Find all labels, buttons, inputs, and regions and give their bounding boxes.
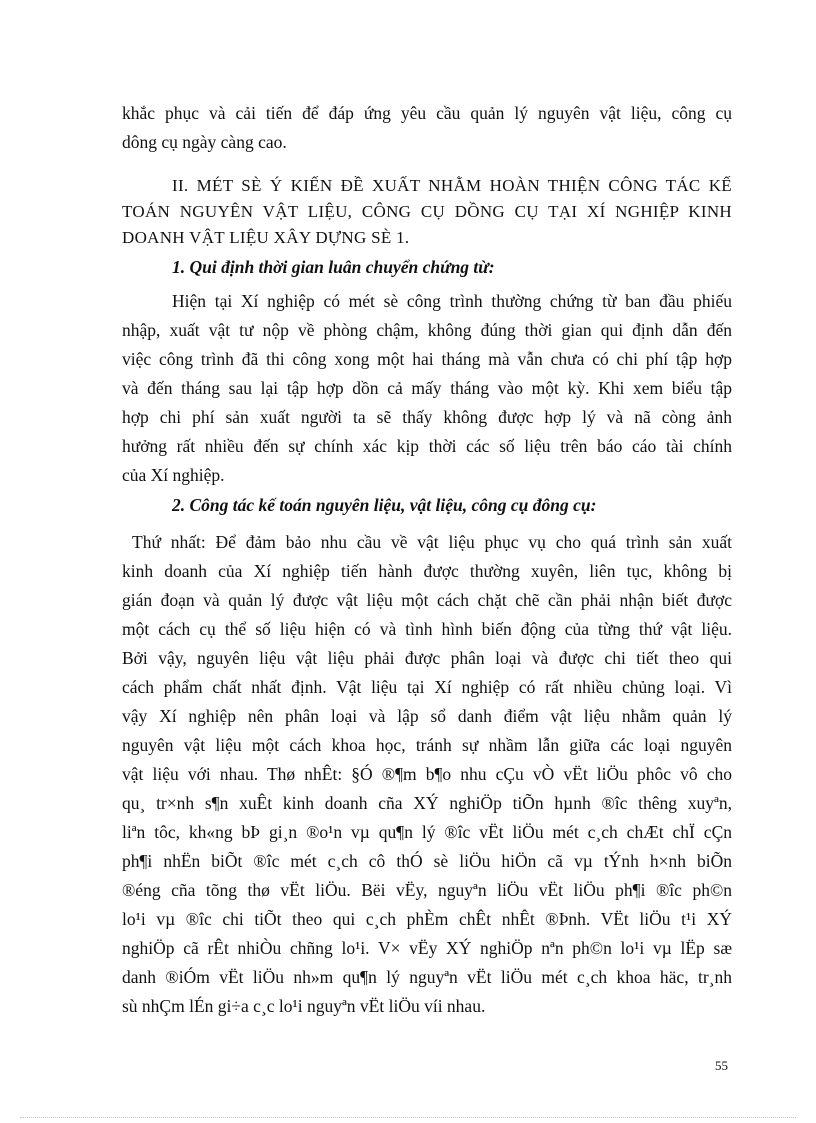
text-line: danh ®iÓm vËt liÖu nh»m qu¶n lý nguyªn vËt liÖu mét c¸ch khoa häc, tr¸nh [122,967,732,987]
text-line: vậy Xí nghiệp nên phân loại và lập sổ danh điểm vật liệu nhằm quản lý [122,706,732,726]
text-line: nguyên vật liệu một cách khoa học, tránh sự nhầm lẫn giữa các loại nguyên [122,735,732,755]
text-line: sù nhÇm lÉn gi÷a c¸c lo¹i nguyªn vËt liÖu víi nhau. [122,996,486,1016]
heading-line: TOÁN NGUYÊN VẬT LIỆU, CÔNG CỤ DỒNG CỤ TẠI XÍ NGHIỆP KINH [122,202,732,221]
text-line: kinh doanh của Xí nghiệp tiến hành được thường xuyên, liên tục, không bị [122,561,732,581]
text-line: lo¹i vµ ®îc chi tiÕt theo qui c¸ch phÈm chÊt nhÊt ®Þnh. VËt liÖu t¹i XÝ [122,909,732,929]
page-bottom-divider [20,1117,796,1118]
text-line: nghiÖp cã rÊt nhiÒu chñng lo¹i. V× vËy XÝ nghiÖp nªn ph©n lo¹i vµ lËp sæ [122,938,732,958]
text-line: ®éng cña tõng thø vËt liÖu. Bëi vËy, nguyªn liÖu vËt liÖu ph¶i ®îc ph©n [122,880,732,900]
subsection-body [122,287,732,490]
text-line: ph¶i nhËn biÕt ®îc mét c¸ch cô thÓ sè liÖu hiÖn cã vµ tÝnh h×nh biÕn [122,851,732,871]
text-line: vật liệu với nhau. Thø nhÊt: §Ó ®¶m b¶o nhu cÇu vÒ vËt liÖu phôc vô cho [122,764,732,784]
text-line: dông cụ ngày càng cao. [122,132,287,152]
text-line: Bởi vậy, nguyên liệu vật liệu phải được phân loại và được chi tiết theo qui [122,648,732,668]
text-line: một cách cụ thể số liệu hiện có và tình hình biến động của từng thứ vật liệu. [122,619,732,639]
text-line: Thứ nhất: Để đảm bảo nhu cầu về vật liệu phục vụ cho quá trình sản xuất [132,532,732,552]
text-line: của Xí nghiệp. [122,465,225,485]
text-line: qu¸ tr×nh s¶n xuÊt kinh doanh cña XÝ nghiÖp tiÕn hµnh ®îc thêng xuyªn, [122,793,732,813]
text-line: Hiện tại Xí nghiệp có mét sè công trình thường chứng từ ban đầu phiếu [172,291,732,311]
subsection-body [122,528,732,1021]
subsection-title: 2. Công tác kế toán nguyên liệu, vật liệu, công cụ đông cụ: [172,495,597,515]
heading-line: II. MÉT SÈ Ý KIẾN ĐỀ XUẤT NHẰM HOÀN THIỆN CÔNG TÁC KẾ [172,176,732,195]
text-line: liªn tôc, kh«ng bÞ gi¸n ®o¹n vµ qu¶n lý ®îc vËt liÖu mét c¸ch chÆt chÏ cÇn [122,822,732,842]
section-heading [122,173,732,251]
heading-line: DOANH VẬT LIỆU XÂY DỰNG SÈ 1. [122,228,410,247]
subsection-title: 1. Qui định thời gian luân chuyển chứng từ: [172,257,495,277]
text-line: và đến tháng sau lại tập hợp dồn cả mấy tháng vào một kỳ. Khi xem biểu tập [122,378,732,398]
text-line: gián đoạn và quản lý được vật liệu một cách chặt chẽ cần phải nhận biết được [122,590,732,610]
text-line: hưởng rất nhiều đến sự chính xác kịp thời các số liệu trên báo cáo tài chính [122,436,732,456]
text-line: hợp chi phí sản xuất người ta sẽ thấy không được hợp lý và nã còng ảnh [122,407,732,427]
text-line: nhập, xuất vật tư nộp về phòng chậm, không đúng thời gian qui định dẫn đến [122,320,732,340]
text-line: khắc phục và cải tiến để đáp ứng yêu cầu quản lý nguyên vật liệu, công cụ [122,103,732,123]
text-line: cách phẩm chất nhất định. Vật liệu tại Xí nghiệp có rất nhiều chủng loại. Vì [122,677,732,697]
page-number: 55 [715,1058,728,1073]
text-line: việc công trình đã thi công xong một hai tháng mà vẫn chưa có chi phí tập hợp [122,349,732,369]
intro-paragraph [122,99,732,157]
